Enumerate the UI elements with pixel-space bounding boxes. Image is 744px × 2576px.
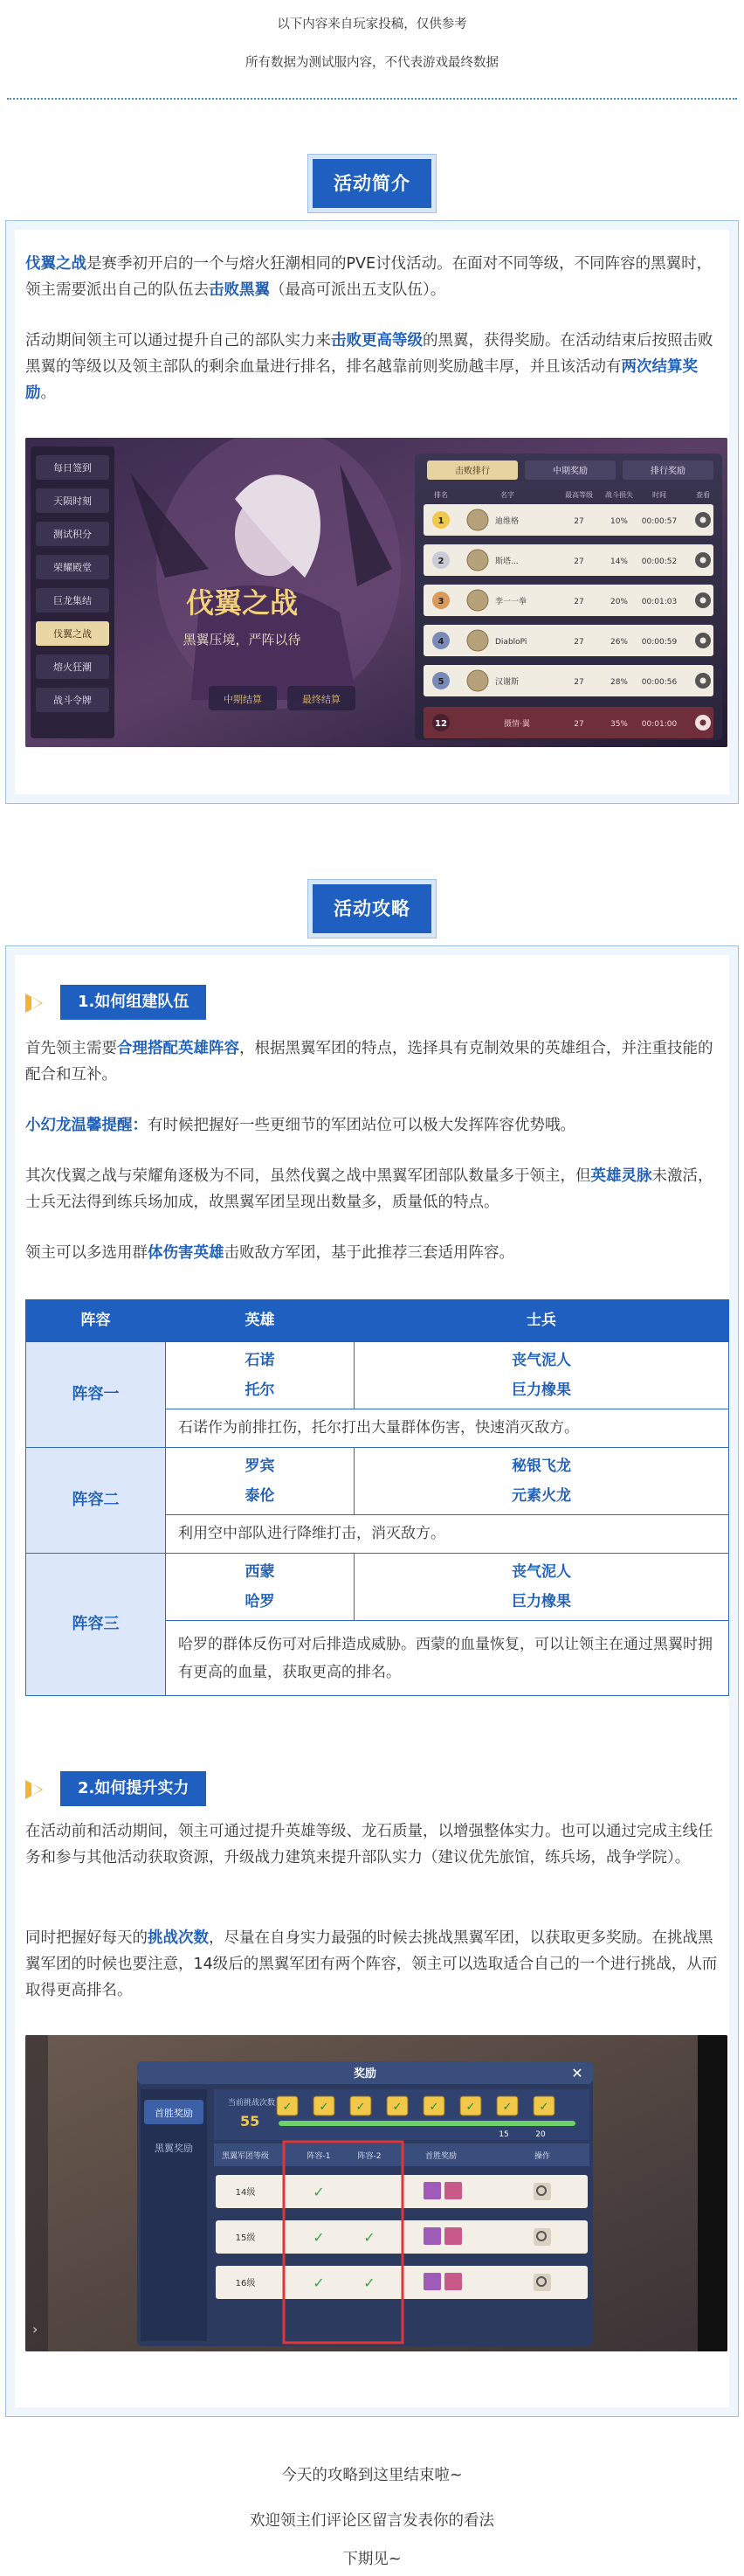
- text-run: （最高可派出五支队伍）。: [270, 281, 446, 300]
- side-tab-blackwing: 黑翼奖励: [155, 2143, 193, 2154]
- text-run: 领主可以多选用群: [25, 1244, 148, 1262]
- rank-number: 1: [437, 516, 444, 526]
- reward-item-icon: [444, 2227, 462, 2245]
- hero-name: 哈罗: [245, 1593, 275, 1610]
- player-level: 27: [574, 638, 584, 647]
- highlight-text: 挑战次数: [148, 1929, 209, 1947]
- check-icon: ✓: [465, 2101, 476, 2114]
- unit-cell: [355, 1448, 729, 1515]
- menu-item-label[interactable]: 战斗令牌: [53, 695, 92, 706]
- menu-item-label[interactable]: 伐翼之战: [53, 628, 92, 640]
- text-run: 击败敌方军团，基于此推荐三套适用阵容。: [224, 1244, 514, 1262]
- expand-arrow-icon[interactable]: ›: [32, 2321, 38, 2337]
- blackwing-level: 16级: [235, 2279, 256, 2289]
- magnify-icon[interactable]: [534, 2183, 551, 2200]
- rank-number: 3: [437, 597, 444, 606]
- hero-name: 托尔: [245, 1381, 275, 1399]
- lineup-table: [25, 1299, 729, 1696]
- disclaimer-line-2: 所有数据为测试服内容，不代表游戏最终数据: [245, 56, 499, 70]
- menu-item-label[interactable]: 测试积分: [53, 529, 92, 540]
- reward-screenshot: [25, 2035, 727, 2351]
- player-avatar: [467, 590, 488, 611]
- timer-mid-label: 中期结算: [224, 694, 262, 705]
- highlight-text: 击败更高等级: [331, 332, 423, 350]
- lineup-name: 阵容二: [26, 1448, 166, 1554]
- col-header-units: 士兵: [355, 1300, 729, 1342]
- player-avatar: [467, 630, 488, 651]
- rank-number: 4: [437, 637, 444, 647]
- player-loss: 14%: [610, 557, 629, 566]
- ranking-column-header: 时间: [652, 491, 666, 499]
- footer-line-2: 欢迎领主们评论区留言发表你的看法: [250, 2512, 494, 2530]
- ranking-tab-label[interactable]: 排行奖励: [651, 467, 685, 476]
- check-icon: ✓: [539, 2101, 549, 2114]
- menu-item-label[interactable]: 巨龙集结: [53, 595, 92, 606]
- disclaimer-line-1: 以下内容来自玩家投稿，仅供参考: [277, 17, 467, 31]
- lineup-row: [26, 1554, 729, 1621]
- subheading-label: 1.如何组建队伍: [60, 985, 206, 1020]
- guide-s2-paragraph-1: [25, 1818, 719, 1871]
- magnify-icon[interactable]: [534, 2274, 551, 2291]
- menu-item-label[interactable]: 荣耀殿堂: [53, 562, 92, 573]
- hero-cell: [166, 1448, 355, 1515]
- text-run: 是赛季初开启的一个与熔火狂潮相同的PVE讨伐活动。在面对不同等级，不同阵容的黑翼时，领主需要派出自己的队伍去: [25, 255, 713, 300]
- check-icon: ✓: [313, 2275, 325, 2291]
- hero-name: 石诺: [245, 1352, 275, 1369]
- guide-s1-paragraph-1: [25, 1035, 719, 1088]
- lineup-description: 石诺作为前排扛伤，托尔打出大量群体伤害，快速消灭敌方。: [166, 1409, 729, 1448]
- text-run: 其次伐翼之战与荣耀角逐极为不同，虽然伐翼之战中黑翼军团部队数量多于领主，但: [25, 1167, 591, 1185]
- event-title-art: 伐翼之战: [185, 586, 299, 620]
- reward-item-icon: [424, 2273, 441, 2290]
- player-name: 孪一一拳: [495, 598, 527, 606]
- blackwing-level: 14级: [235, 2188, 256, 2198]
- player-name: 摄情·翼: [504, 720, 530, 729]
- reward-column-header: 阵容-2: [357, 2152, 382, 2161]
- guide-card: [5, 945, 739, 2417]
- hero-cell: [166, 1554, 355, 1621]
- section-title-intro: 活动简介: [313, 159, 431, 208]
- guide-s2-paragraph-2: [25, 1925, 719, 2004]
- unit-name: 巨力橡果: [512, 1593, 571, 1610]
- hero-name: 罗宾: [245, 1458, 275, 1475]
- check-icon: ✓: [355, 2101, 366, 2114]
- menu-item-label[interactable]: 熔火狂潮: [53, 661, 92, 673]
- unit-cell: [355, 1342, 729, 1409]
- player-avatar: [467, 670, 488, 691]
- player-level: 27: [574, 557, 584, 566]
- player-loss: 28%: [610, 678, 629, 687]
- progress-value: 55: [240, 2113, 260, 2129]
- ranking-column-header: 排名: [434, 491, 448, 499]
- player-level: 27: [574, 517, 584, 526]
- progress-label: 当前挑战次数: [228, 2099, 276, 2108]
- highlight-text: 体伤害英雄: [148, 1244, 224, 1262]
- reward-item-icon: [424, 2227, 441, 2245]
- ranking-column-header: 名字: [500, 491, 514, 499]
- player-time: 00:00:56: [641, 678, 678, 687]
- unit-name: 丧气泥人: [512, 1563, 571, 1581]
- ranking-column-header: 查看: [696, 491, 710, 499]
- player-level: 27: [574, 720, 584, 729]
- unit-name: 丧气泥人: [512, 1352, 571, 1369]
- text-run: 有时候把握好一些更细节的军团站位可以极大发挥阵容优势哦。: [148, 1117, 575, 1134]
- hero-cell: [166, 1342, 355, 1409]
- rank-number: 12: [435, 719, 447, 729]
- highlight-text: 英雄灵脉: [590, 1167, 652, 1185]
- text-run: 同时把握好每天的: [25, 1929, 148, 1947]
- reward-column-header: 黑翼军团等级: [221, 2152, 270, 2161]
- event-ranking-illustration: [25, 438, 727, 747]
- lineup-row: [26, 1448, 729, 1515]
- player-loss: 20%: [610, 598, 629, 606]
- close-icon[interactable]: ✕: [571, 2065, 583, 2081]
- player-time: 00:00:52: [641, 557, 678, 566]
- player-avatar: [467, 550, 488, 571]
- text-run: 首先领主需要: [25, 1040, 117, 1057]
- menu-item-label[interactable]: 天陨时刻: [53, 495, 92, 507]
- blackwing-level: 15级: [235, 2233, 256, 2243]
- intro-paragraph-2: [25, 328, 719, 406]
- check-icon: ✓: [282, 2101, 293, 2114]
- reward-item-icon: [444, 2182, 462, 2199]
- ranking-tab-label[interactable]: 击败排行: [455, 467, 490, 476]
- dotted-divider: [7, 98, 737, 100]
- lineup-description: 哈罗的群体反伤可对后排造成威胁。西蒙的血量恢复，可以让领主在通过黑翼时拥有更高的血量，获取更高的排名。: [166, 1621, 729, 1696]
- intro-card: [5, 220, 739, 804]
- footer-line-1: 今天的攻略到这里结束啦~: [281, 2467, 463, 2484]
- text-run: ，尽量在自身实力最强的时候去挑战黑翼军团，以获取更多奖励。在挑战黑翼军团的时候也要注意，14级后的黑翼军团有两个阵容，领主可以选取适合自己的一个进行挑战，从而取得更高排名。: [25, 1929, 718, 2000]
- text-run: 在活动前和活动期间，领主可通过提升英雄等级、龙石质量，以增强整体实力。也可以通过完成主线任务和参与其他活动获取资源，升级战力建筑来提升部队实力（建议优先旅馆，练兵场，战争学院）。: [25, 1823, 713, 1867]
- intro-paragraph-1: [25, 251, 719, 303]
- lineup-description: 利用空中部队进行降维打击，消灭敌方。: [166, 1515, 729, 1554]
- reward-column-header: 阵容-1: [307, 2152, 331, 2161]
- col-header-heroes: 英雄: [166, 1300, 355, 1342]
- reward-illustration: [25, 2035, 727, 2351]
- check-icon: ✓: [392, 2101, 403, 2114]
- text-run: 。: [40, 384, 56, 403]
- hero-name: 泰伦: [245, 1487, 275, 1505]
- player-loss: 35%: [610, 720, 629, 729]
- lineup-row: [26, 1342, 729, 1409]
- player-time: 00:01:03: [641, 598, 678, 606]
- side-tab-first-win: 首胜奖励: [155, 2108, 193, 2119]
- reward-item-icon: [424, 2182, 441, 2199]
- guide-s1-paragraph-3: [25, 1240, 719, 1266]
- player-name: 汉谢斯: [495, 678, 520, 687]
- timer-final-label: 最终结算: [302, 694, 341, 705]
- check-icon: ✓: [429, 2101, 439, 2114]
- guide-s1-tip: [25, 1112, 719, 1139]
- highlight-text: 两次结算奖励: [25, 358, 698, 403]
- highlight-text: 伐翼之战: [25, 255, 86, 273]
- unit-name: 巨力橡果: [512, 1381, 571, 1399]
- ranking-column-header: 战斗损失: [605, 491, 633, 499]
- highlight-text: 击败黑翼: [209, 281, 270, 300]
- player-avatar: [467, 509, 488, 530]
- check-icon: ✓: [502, 2101, 513, 2114]
- check-icon: ✓: [319, 2101, 329, 2114]
- milestone-20: 20: [535, 2130, 546, 2139]
- rank-number: 2: [437, 557, 444, 566]
- reward-column-header: 首胜奖励: [424, 2152, 458, 2161]
- highlight-text: 小幻龙温馨提醒：: [25, 1117, 148, 1134]
- player-time: 00:01:00: [641, 720, 678, 729]
- lineup-name: 阵容一: [26, 1342, 166, 1448]
- highlight-text: 合理搭配英雄阵容: [117, 1040, 239, 1057]
- rank-number: 5: [437, 677, 444, 687]
- magnify-icon[interactable]: [534, 2228, 551, 2246]
- text-run: 活动期间领主可以通过提升自己的部队实力来: [25, 332, 331, 350]
- unit-name: 元素火龙: [512, 1487, 571, 1505]
- player-time: 00:00:59: [641, 638, 678, 647]
- milestone-15: 15: [499, 2130, 509, 2139]
- reward-column-header: 操作: [534, 2152, 551, 2161]
- dialog-title: 奖励: [353, 2067, 377, 2081]
- text-run: 未激活，士兵无法得到练兵场加成，故黑翼军团呈现出数量多，质量低的特点。: [25, 1167, 713, 1212]
- ranking-column-header: 最高等级: [565, 491, 593, 499]
- player-name: DiabloPi: [495, 638, 527, 647]
- player-level: 27: [574, 598, 584, 606]
- subheading-label: 2.如何提升实力: [60, 1771, 206, 1806]
- hero-name: 西蒙: [245, 1563, 275, 1581]
- player-loss: 26%: [610, 638, 629, 647]
- player-time: 00:00:57: [641, 517, 678, 526]
- reward-item-icon: [444, 2273, 462, 2290]
- lineup-name: 阵容三: [26, 1554, 166, 1696]
- section-title-guide: 活动攻略: [313, 884, 431, 933]
- player-name: 迪维格: [495, 517, 520, 526]
- challenge-progress-bar: [279, 2121, 575, 2126]
- menu-item-label[interactable]: 每日签到: [53, 462, 92, 474]
- guide-s1-paragraph-2: [25, 1163, 719, 1215]
- footer-line-3: 下期见~: [342, 2551, 402, 2568]
- check-icon: ✓: [363, 2229, 375, 2246]
- text-run: ，根据黑翼军团的特点，选择具有克制效果的英雄组合，并注重技能的配合和互补。: [25, 1040, 713, 1084]
- unit-name: 秘银飞龙: [512, 1458, 571, 1475]
- unit-cell: [355, 1554, 729, 1621]
- player-level: 27: [574, 678, 584, 687]
- check-icon: ✓: [313, 2184, 325, 2200]
- check-icon: ✓: [363, 2275, 375, 2291]
- col-header-lineup: 阵容: [26, 1300, 166, 1342]
- ranking-tab-label[interactable]: 中期奖励: [553, 467, 588, 476]
- player-name: 斯塔...: [495, 557, 519, 566]
- event-ranking-screenshot: [25, 438, 727, 747]
- player-loss: 10%: [610, 517, 629, 526]
- event-subtitle-art: 黑翼压境，严阵以待: [183, 632, 301, 647]
- text-run: 的黑翼，获得奖励。在活动结束后按照击败黑翼的等级以及领主部队的剩余血量进行排名，排名越靠前则奖励越丰厚，并且该活动有: [25, 332, 713, 377]
- check-icon: ✓: [313, 2229, 325, 2246]
